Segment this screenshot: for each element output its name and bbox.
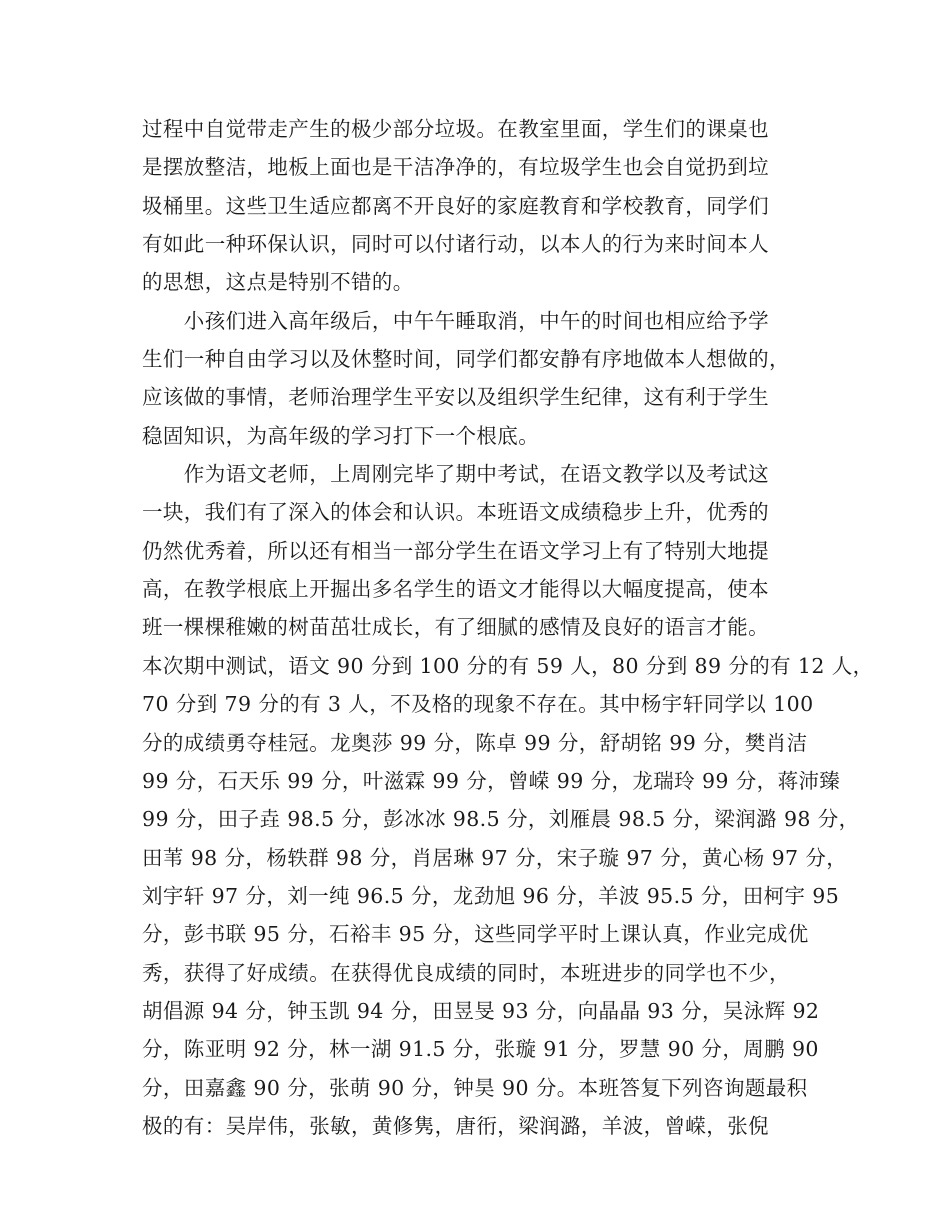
- text-line: 生们一种自由学习以及休整时间，同学们都安静有序地做本人想做的，: [142, 347, 790, 372]
- text-line: 小孩们进入高年级后，中午午睡取消，中午的时间也相应给予学: [142, 308, 769, 333]
- text-line: 本次期中测试，语文 90 分到 100 分的有 59 人，80 分到 89 分的有 12 人，: [142, 653, 874, 678]
- text-line: 作为语文老师，上周刚完毕了期中考试，在语文教学以及考试这: [142, 462, 769, 487]
- text-line: 的思想，这点是特别不错的。: [142, 270, 414, 295]
- text-line: 仍然优秀着，所以还有相当一部分学生在语文学习上有了特别大地提: [142, 538, 769, 563]
- text-line: 过程中自觉带走产生的极少部分垃圾。在教室里面，学生们的课桌也: [142, 117, 769, 141]
- body-text: [142, 110, 874, 1145]
- text-line: 班一棵棵稚嫩的树苗茁壮成长，有了细腻的感情及良好的语言才能。: [142, 615, 769, 640]
- text-line: 分的成绩勇夺桂冠。龙奥莎 99 分，陈卓 99 分，舒胡铭 99 分，樊肖洁: [142, 730, 808, 755]
- text-line: 稳固知识，为高年级的学习打下一个根底。: [142, 423, 540, 448]
- text-line: 分，陈亚明 92 分，林一湖 91.5 分，张璇 91 分，罗慧 90 分，周鹏 90: [142, 1037, 819, 1062]
- text-line: 刘宇轩 97 分，刘一纯 96.5 分，龙劲旭 96 分，羊波 95.5 分，田柯宇 95: [142, 883, 840, 908]
- text-line: 99 分，田子垚 98.5 分，彭冰冰 98.5 分，刘雁晨 98.5 分，梁润潞 98 分，: [142, 807, 860, 832]
- text-line: 应该做的事情，老师治理学生平安以及组织学生纪律，这有利于学生: [142, 385, 769, 410]
- text-line: 一块，我们有了深入的体会和认识。本班语文成绩稳步上升，优秀的: [142, 500, 769, 525]
- text-line: 是摆放整洁，地板上面也是干洁净净的，有垃圾学生也会自觉扔到垃: [142, 155, 769, 180]
- text-line: 胡倡源 94 分，钟玉凯 94 分，田昱旻 93 分，向晶晶 93 分，吴泳辉 92: [142, 998, 820, 1023]
- text-line: 分，彭书联 95 分，石裕丰 95 分，这些同学平时上课认真，作业完成优: [142, 922, 809, 947]
- text-line: 圾桶里。这些卫生适应都离不开良好的家庭教育和学校教育，同学们: [142, 193, 769, 218]
- text-line: 高，在教学根底上开掘出多名学生的语文才能得以大幅度提高，使本: [142, 577, 769, 602]
- text-line: 有如此一种环保认识，同时可以付诸行动，以本人的行为来时间本人: [142, 232, 769, 257]
- text-line: 分，田嘉鑫 90 分，张萌 90 分，钟昊 90 分。本班答复下列咨询题最积: [142, 1075, 808, 1100]
- text-line: 秀，获得了好成绩。在获得优良成绩的同时，本班进步的同学也不少，: [142, 960, 790, 985]
- text-line: 极的有：吴岸伟，张敏，黄修隽，唐衎，梁润潞，羊波，曾嵘，张倪: [142, 1113, 769, 1138]
- text-line: 99 分，石天乐 99 分，叶滋霖 99 分，曾嵘 99 分，龙瑞玲 99 分，蒋沛臻: [142, 768, 841, 793]
- text-line: 田苇 98 分，杨轶群 98 分，肖居琳 97 分，宋子璇 97 分，黄心杨 97 分，: [142, 845, 848, 870]
- text-line: 70 分到 79 分的有 3 人，不及格的现象不存在。其中杨宇轩同学以 100: [142, 692, 814, 717]
